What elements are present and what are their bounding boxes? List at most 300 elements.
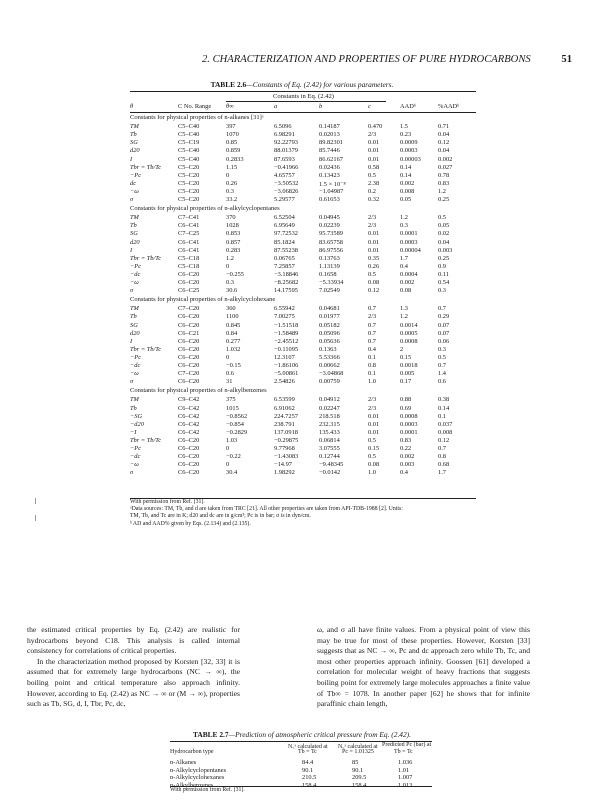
- table1-top-rule: [130, 91, 476, 92]
- table-cell: 0.857: [226, 238, 241, 246]
- table-cell: σ: [130, 287, 134, 295]
- table-cell: 85.1824: [274, 238, 295, 246]
- table-cell: −1.43083: [274, 453, 299, 461]
- table-cell: −1.51518: [274, 321, 299, 329]
- table-cell: TM: [130, 123, 139, 131]
- table-cell: C7–C20: [178, 370, 200, 378]
- table-cell: 12.3107: [274, 353, 295, 361]
- table-cell: C5–C20: [178, 187, 200, 195]
- table-cell: 0.6: [438, 378, 446, 386]
- table-cell: 6.95649: [274, 222, 295, 230]
- table-cell: 1100: [226, 313, 239, 321]
- table-cell: 0.04: [438, 131, 450, 139]
- table-cell: C6–C20: [178, 337, 200, 345]
- table-cell: 88.01379: [274, 147, 298, 155]
- table-cell: 2.54826: [274, 378, 295, 386]
- table-cell: 0.0004: [400, 270, 418, 278]
- table-cell: C6–C20: [178, 279, 200, 286]
- table-cell: 6.91062: [274, 404, 295, 412]
- table-cell: C6–C20: [178, 321, 200, 329]
- table-cell: C6–C42: [178, 428, 200, 436]
- table-row: [130, 413, 475, 421]
- table-row: [130, 131, 475, 139]
- table-cell: 0.4: [368, 345, 376, 353]
- running-header: [202, 54, 572, 65]
- table-cell: 0.4: [400, 262, 408, 270]
- table-cell: −0.11095: [274, 345, 299, 353]
- table-cell: 90.1: [352, 766, 364, 774]
- table-cell: 0.859: [226, 147, 241, 155]
- table-cell: n-Alkylbenzenes: [170, 781, 214, 789]
- table-cell: 1.2: [400, 313, 408, 321]
- table-cell: −dc: [130, 270, 141, 278]
- table-cell: 0.07: [438, 329, 450, 337]
- table-cell: −3.04868: [319, 370, 344, 378]
- table-row: [130, 123, 475, 131]
- table-cell: 0.7: [368, 337, 376, 345]
- table-cell: I: [130, 337, 133, 345]
- table-cell: 0.26: [226, 179, 238, 187]
- table-cell: 0.85: [226, 139, 238, 147]
- table-cell: 232.315: [319, 420, 340, 428]
- table-cell: −3.06826: [274, 187, 299, 195]
- table-cell: 210.5: [302, 774, 317, 782]
- table-row: [130, 378, 475, 386]
- table-cell: 33.2: [226, 196, 238, 203]
- table-cell: 0.008: [438, 428, 453, 436]
- table-cell: 0.54: [438, 279, 450, 286]
- table2-header-cell: Pc = 1.01325: [342, 749, 374, 755]
- table-row: [130, 222, 475, 230]
- table-cell: −ω: [130, 187, 139, 195]
- table-cell: 85.7446: [319, 147, 340, 155]
- table-cell: 0.027: [438, 163, 453, 171]
- table-cell: I: [130, 155, 133, 163]
- body-left-column: [27, 625, 240, 710]
- col-header-a: a: [274, 103, 278, 110]
- table-cell: 0.3: [226, 187, 234, 195]
- table-cell: 1.13139: [319, 262, 340, 270]
- table-row: [130, 322, 475, 330]
- table-cell: 0.01977: [319, 313, 340, 321]
- table1-caption: [0, 80, 604, 89]
- table-cell: 0.037: [438, 420, 453, 428]
- col-header-c: c: [368, 103, 371, 110]
- table-cell: C6–C20: [178, 445, 200, 452]
- table-cell: 89.82301: [319, 139, 343, 147]
- table-cell: 0.08: [400, 287, 412, 295]
- table-row: [130, 188, 475, 196]
- table-cell: 0.02013: [319, 131, 340, 139]
- table-cell: 0.13423: [319, 171, 340, 179]
- table-cell: 4.65757: [274, 171, 295, 179]
- col-header-b: b: [319, 103, 323, 110]
- table-cell: 0: [226, 445, 230, 452]
- table-cell: 0.02: [438, 230, 450, 238]
- table-cell: TM: [130, 214, 139, 222]
- table-cell: 0.06814: [319, 436, 340, 444]
- table-cell: 2: [400, 345, 404, 353]
- col-header-aad: AADᵇ: [400, 103, 416, 110]
- table-cell: 0.003: [400, 461, 415, 469]
- table-cell: 0.0014: [400, 321, 418, 329]
- table2-header-cell: Predicted Pc (bar) at: [382, 742, 432, 748]
- table-cell: 0.15: [368, 445, 380, 452]
- table-cell: 0.04: [438, 238, 450, 246]
- table-cell: 0.01: [368, 147, 380, 155]
- table-cell: 0.1: [368, 370, 376, 378]
- table-cell: 0.3: [226, 279, 234, 286]
- table-cell: 6.5096: [274, 123, 292, 131]
- table-cell: 0.05096: [319, 329, 340, 337]
- table-cell: 0.7: [368, 321, 376, 329]
- table-row: [130, 453, 475, 461]
- table-cell: −1.86106: [274, 362, 299, 369]
- table-cell: −3.18846: [274, 270, 299, 278]
- table-cell: 0.12: [438, 436, 450, 444]
- table-cell: 31: [226, 378, 233, 386]
- table-cell: 85: [352, 759, 359, 766]
- table-cell: 158.4: [302, 781, 317, 789]
- table-cell: 0.38: [438, 396, 450, 404]
- table-cell: 0.29: [438, 313, 450, 321]
- table-cell: 0.23: [400, 131, 412, 139]
- table-cell: 1.15: [226, 163, 238, 171]
- table-row: [130, 247, 475, 255]
- table-row: [130, 429, 475, 437]
- table1-note: With permission from Ref. [31].: [130, 499, 205, 505]
- table-cell: −0.854: [226, 420, 244, 428]
- table-cell: 0.08: [368, 279, 380, 286]
- table-cell: 0.00662: [319, 362, 340, 369]
- table-cell: 1015: [226, 404, 239, 412]
- table-cell: 0.1363: [319, 345, 337, 353]
- table-cell: 0.0018: [400, 362, 418, 369]
- table1-label: TABLE 2.6: [210, 80, 247, 89]
- table-cell: C6–C20: [178, 378, 200, 386]
- table-cell: 30.4: [226, 469, 238, 477]
- table-cell: C7–C20: [178, 305, 200, 313]
- table-cell: 1.2: [226, 254, 234, 262]
- table-cell: 0.0008: [400, 337, 418, 345]
- table-cell: C6–C41: [178, 246, 200, 254]
- table-cell: 0.7: [368, 329, 376, 337]
- table-cell: 0.69: [400, 404, 412, 412]
- table-cell: d20: [130, 238, 140, 246]
- table-cell: −0.41966: [274, 163, 299, 171]
- table-cell: −dc: [130, 453, 141, 461]
- table-cell: σ: [130, 196, 134, 203]
- table-cell: 0.7: [438, 445, 446, 452]
- table-cell: 97.72532: [274, 230, 298, 238]
- table1-header-rule: [130, 112, 476, 113]
- table-cell: 0.0001: [400, 230, 418, 238]
- table-cell: 0.04945: [319, 214, 340, 222]
- table-cell: 0.14: [438, 404, 450, 412]
- table-cell: 0.83: [438, 179, 450, 187]
- table-cell: C5–C18: [178, 262, 200, 270]
- table2-header-row: [170, 749, 432, 757]
- table-row: [130, 230, 475, 238]
- table-cell: 0: [226, 262, 230, 270]
- table-cell: C6–C21: [178, 329, 200, 337]
- table-cell: 0.0003: [400, 147, 418, 155]
- table-cell: 0.005: [400, 370, 415, 378]
- table-cell: 209.5: [352, 774, 367, 782]
- table-cell: 0.25: [438, 196, 450, 203]
- table-row: [130, 346, 475, 354]
- table-cell: 0.05636: [319, 337, 340, 345]
- table-cell: 0.0005: [400, 329, 418, 337]
- table-cell: C6–C20: [178, 469, 200, 477]
- table-cell: 0.26: [368, 262, 380, 270]
- table-cell: d20: [130, 147, 140, 155]
- table-row: [130, 338, 475, 346]
- table-cell: −dc: [130, 362, 141, 369]
- table-cell: 0.07: [438, 321, 450, 329]
- table-row: [130, 139, 475, 147]
- table-cell: Tb: [130, 222, 137, 230]
- table-cell: 86.62167: [319, 155, 343, 163]
- body-paragraph: the estimated critical properties by Eq. (2.42) are realistic for hydrocarbons beyond C18. This analysis is called internal consistency for correlations of critical properties.: [27, 625, 240, 656]
- table-cell: C5–C20: [178, 196, 200, 203]
- table-cell: −5.00861: [274, 370, 299, 378]
- table-cell: 2.38: [368, 179, 380, 187]
- table-cell: 0.12744: [319, 453, 340, 461]
- table-cell: −Pc: [130, 171, 142, 179]
- table-cell: 0.002: [400, 179, 415, 187]
- table-cell: 0.2: [368, 187, 376, 195]
- table-cell: Tbr = Tb/Tc: [130, 345, 162, 353]
- table-cell: 0.12: [368, 287, 380, 295]
- table-cell: d20: [130, 329, 140, 337]
- section-n-alkanes-title: Constants for physical properties of n-alkanes [31]ᵃ: [130, 114, 264, 121]
- table-cell: 158.4: [352, 781, 367, 789]
- table-cell: Tbr = Tb/Tc: [130, 163, 162, 171]
- table-row: [130, 313, 475, 321]
- table2-label: TABLE 2.7: [192, 730, 229, 739]
- table-cell: 0.01: [368, 412, 380, 420]
- table-row: [130, 180, 475, 188]
- table-cell: 0.0008: [400, 412, 418, 420]
- table-cell: 0.04681: [319, 305, 340, 313]
- table2-header-cell: N꜀ᵃ calculated at: [338, 744, 378, 750]
- table-cell: −ω: [130, 279, 139, 286]
- table-cell: 0.05: [438, 222, 450, 230]
- section-n-alkylbenzenes-title: Constants for physical properties of n-alkylbenzenes: [130, 387, 267, 395]
- table-cell: 84.4: [302, 759, 314, 766]
- table-cell: 1.3: [400, 305, 408, 313]
- table-cell: 0.3: [400, 222, 408, 230]
- table-cell: 1070: [226, 131, 239, 139]
- table-cell: 0.4: [400, 469, 408, 477]
- table-cell: 0.58: [368, 163, 380, 171]
- table-cell: −ω: [130, 461, 139, 469]
- table-cell: −5.33934: [319, 279, 344, 286]
- table-cell: −8.25682: [274, 279, 299, 286]
- table-cell: 0.5: [368, 171, 376, 179]
- table-cell: 86.97556: [319, 246, 343, 254]
- table-cell: 0.17: [400, 378, 412, 386]
- table-cell: C6–C20: [178, 270, 200, 278]
- table-cell: 0.15: [400, 353, 412, 361]
- table-row: [130, 156, 475, 164]
- table-cell: 0.88: [400, 396, 412, 404]
- table-row: [130, 405, 475, 413]
- table-cell: −0.0142: [319, 469, 341, 477]
- table-cell: 0: [226, 461, 230, 469]
- table-cell: SG: [130, 139, 138, 147]
- table-cell: 2/3: [368, 313, 377, 321]
- table-cell: 0.002: [438, 155, 453, 163]
- table-cell: 0.003: [438, 246, 453, 254]
- table-cell: −14.97: [274, 461, 292, 469]
- table-cell: C6–C20: [178, 453, 200, 461]
- table-cell: 0.05: [400, 196, 412, 203]
- table-cell: 0.14: [400, 163, 412, 171]
- table-cell: 0.5: [368, 270, 376, 278]
- table-cell: −Pc: [130, 353, 142, 361]
- table-cell: SG: [130, 230, 138, 238]
- table-cell: 0: [226, 171, 230, 179]
- table-cell: 92.22793: [274, 139, 298, 147]
- table-cell: 0.5: [438, 214, 446, 222]
- table-cell: 0.1: [438, 412, 446, 420]
- table-cell: 0.02247: [319, 404, 340, 412]
- table-cell: 0.01: [368, 246, 380, 254]
- table-row: [130, 445, 475, 453]
- table-cell: 1.5 × 10⁻⁸: [319, 180, 346, 188]
- table-cell: −ω: [130, 370, 139, 378]
- table-row: [130, 421, 475, 429]
- table-cell: Tb: [130, 404, 137, 412]
- table-row: [130, 271, 475, 279]
- table-cell: SG: [130, 321, 138, 329]
- table-cell: C5–C19: [178, 139, 200, 147]
- table-cell: n-Alkylcyclohexanes: [170, 774, 225, 782]
- table-cell: C5–C20: [178, 163, 200, 171]
- table-cell: 2/3: [368, 222, 377, 230]
- table-cell: 0.61653: [319, 196, 340, 203]
- table-cell: 83.65758: [319, 238, 343, 246]
- table-cell: C5–C40: [178, 147, 200, 155]
- table-cell: 0.277: [226, 337, 241, 345]
- table-cell: 5.29577: [274, 196, 295, 203]
- table-row: [130, 263, 475, 271]
- table-cell: 0.83: [400, 436, 412, 444]
- section-n-alkylcyclopentanes-title: Constants for physical properties of n-alkylcyclopentanes: [130, 205, 280, 213]
- table-cell: 6.53599: [274, 396, 295, 404]
- table-cell: C6–C20: [178, 436, 200, 444]
- col-header-theta-inf: θ∞: [226, 103, 234, 110]
- table-cell: 224.7257: [274, 412, 298, 420]
- table1-group-header: Constants in Eq. (2.42): [273, 93, 334, 100]
- table-cell: 0.01: [368, 155, 380, 163]
- table2-header-cell: Hydrocarbon type: [170, 749, 214, 755]
- margin-mark: [35, 515, 36, 521]
- table-cell: 0.78: [438, 171, 450, 179]
- table-cell: 0.25: [438, 254, 450, 262]
- body-right-column: [317, 625, 530, 710]
- table-cell: C7–C25: [178, 230, 200, 238]
- table-cell: 5.53366: [319, 353, 340, 361]
- table-cell: 0.9: [438, 262, 446, 270]
- table-cell: 0.283: [226, 246, 241, 254]
- table-cell: dc: [130, 179, 137, 187]
- table-row: [130, 147, 475, 155]
- section-n-alkylcyclohexanes-title: Constants for physical properties of n-alkylcyclohexane: [130, 296, 276, 304]
- table-cell: −0.8562: [226, 412, 248, 420]
- table-cell: C6–C20: [178, 345, 200, 353]
- table-cell: 0.7: [438, 305, 446, 313]
- table-cell: 0.1: [368, 353, 376, 361]
- table-cell: 0.2833: [226, 155, 244, 163]
- table-cell: 0.84: [226, 329, 238, 337]
- table-cell: Tb: [130, 131, 137, 139]
- table-cell: 1.98292: [274, 469, 295, 477]
- table-cell: 90.1: [302, 766, 314, 774]
- table-cell: σ: [130, 469, 134, 477]
- table-cell: 0.01: [368, 238, 380, 246]
- table-row: [130, 287, 475, 295]
- table-cell: 2/3: [368, 214, 377, 222]
- table-cell: −I: [130, 428, 137, 436]
- table-cell: −Pc: [130, 445, 142, 452]
- table-cell: 0.06: [438, 337, 450, 345]
- table-cell: C6–C42: [178, 404, 200, 412]
- table-cell: 0.845: [226, 321, 241, 329]
- table-cell: 2/3: [368, 131, 377, 139]
- table-cell: 0.12: [438, 139, 450, 147]
- table-cell: 0.02436: [319, 163, 340, 171]
- table-cell: −0.15: [226, 362, 241, 369]
- table-cell: C6–C20: [178, 313, 200, 321]
- table-cell: 0.71: [438, 123, 450, 131]
- table1-group-rule: [226, 101, 386, 102]
- table-cell: 0.01: [368, 139, 380, 147]
- table-cell: 0.0003: [400, 238, 418, 246]
- table-cell: 0.35: [368, 254, 380, 262]
- table-row: [130, 239, 475, 247]
- table-cell: I: [130, 246, 133, 254]
- table-cell: C6–C41: [178, 222, 200, 230]
- table-cell: 1.007: [398, 774, 413, 782]
- table-cell: 218.518: [319, 412, 340, 420]
- margin-mark: [35, 498, 36, 504]
- table-cell: 1.2: [438, 187, 446, 195]
- table-cell: 0.00759: [319, 378, 340, 386]
- table-cell: 0.01: [368, 420, 380, 428]
- table-cell: 0.8: [368, 362, 376, 369]
- table-row: [130, 330, 475, 338]
- table-cell: 6.52504: [274, 214, 295, 222]
- table-cell: 0.04912: [319, 396, 340, 404]
- table-cell: C5–C40: [178, 155, 200, 163]
- table-cell: 0.470: [368, 123, 383, 131]
- table1-notes: [130, 499, 403, 528]
- table-cell: 95.73589: [319, 230, 343, 238]
- table-row: [130, 362, 475, 370]
- table-cell: −SG: [130, 412, 143, 420]
- table-cell: C6–C41: [178, 238, 200, 246]
- table-cell: 1.0: [368, 469, 376, 477]
- table-row: [130, 396, 475, 404]
- table-cell: 0.08: [368, 461, 380, 469]
- table-cell: 137.0918: [274, 428, 298, 436]
- table-cell: 0.1658: [319, 270, 337, 278]
- table1-note: TM, Tb, and Tc are in K; d20 and dc are in g/cm³; Pc is in bar; σ is in dyn/cm.: [130, 513, 311, 520]
- header-title: 2. CHARACTERIZATION AND PROPERTIES OF PURE HYDROCARBONS: [202, 54, 531, 65]
